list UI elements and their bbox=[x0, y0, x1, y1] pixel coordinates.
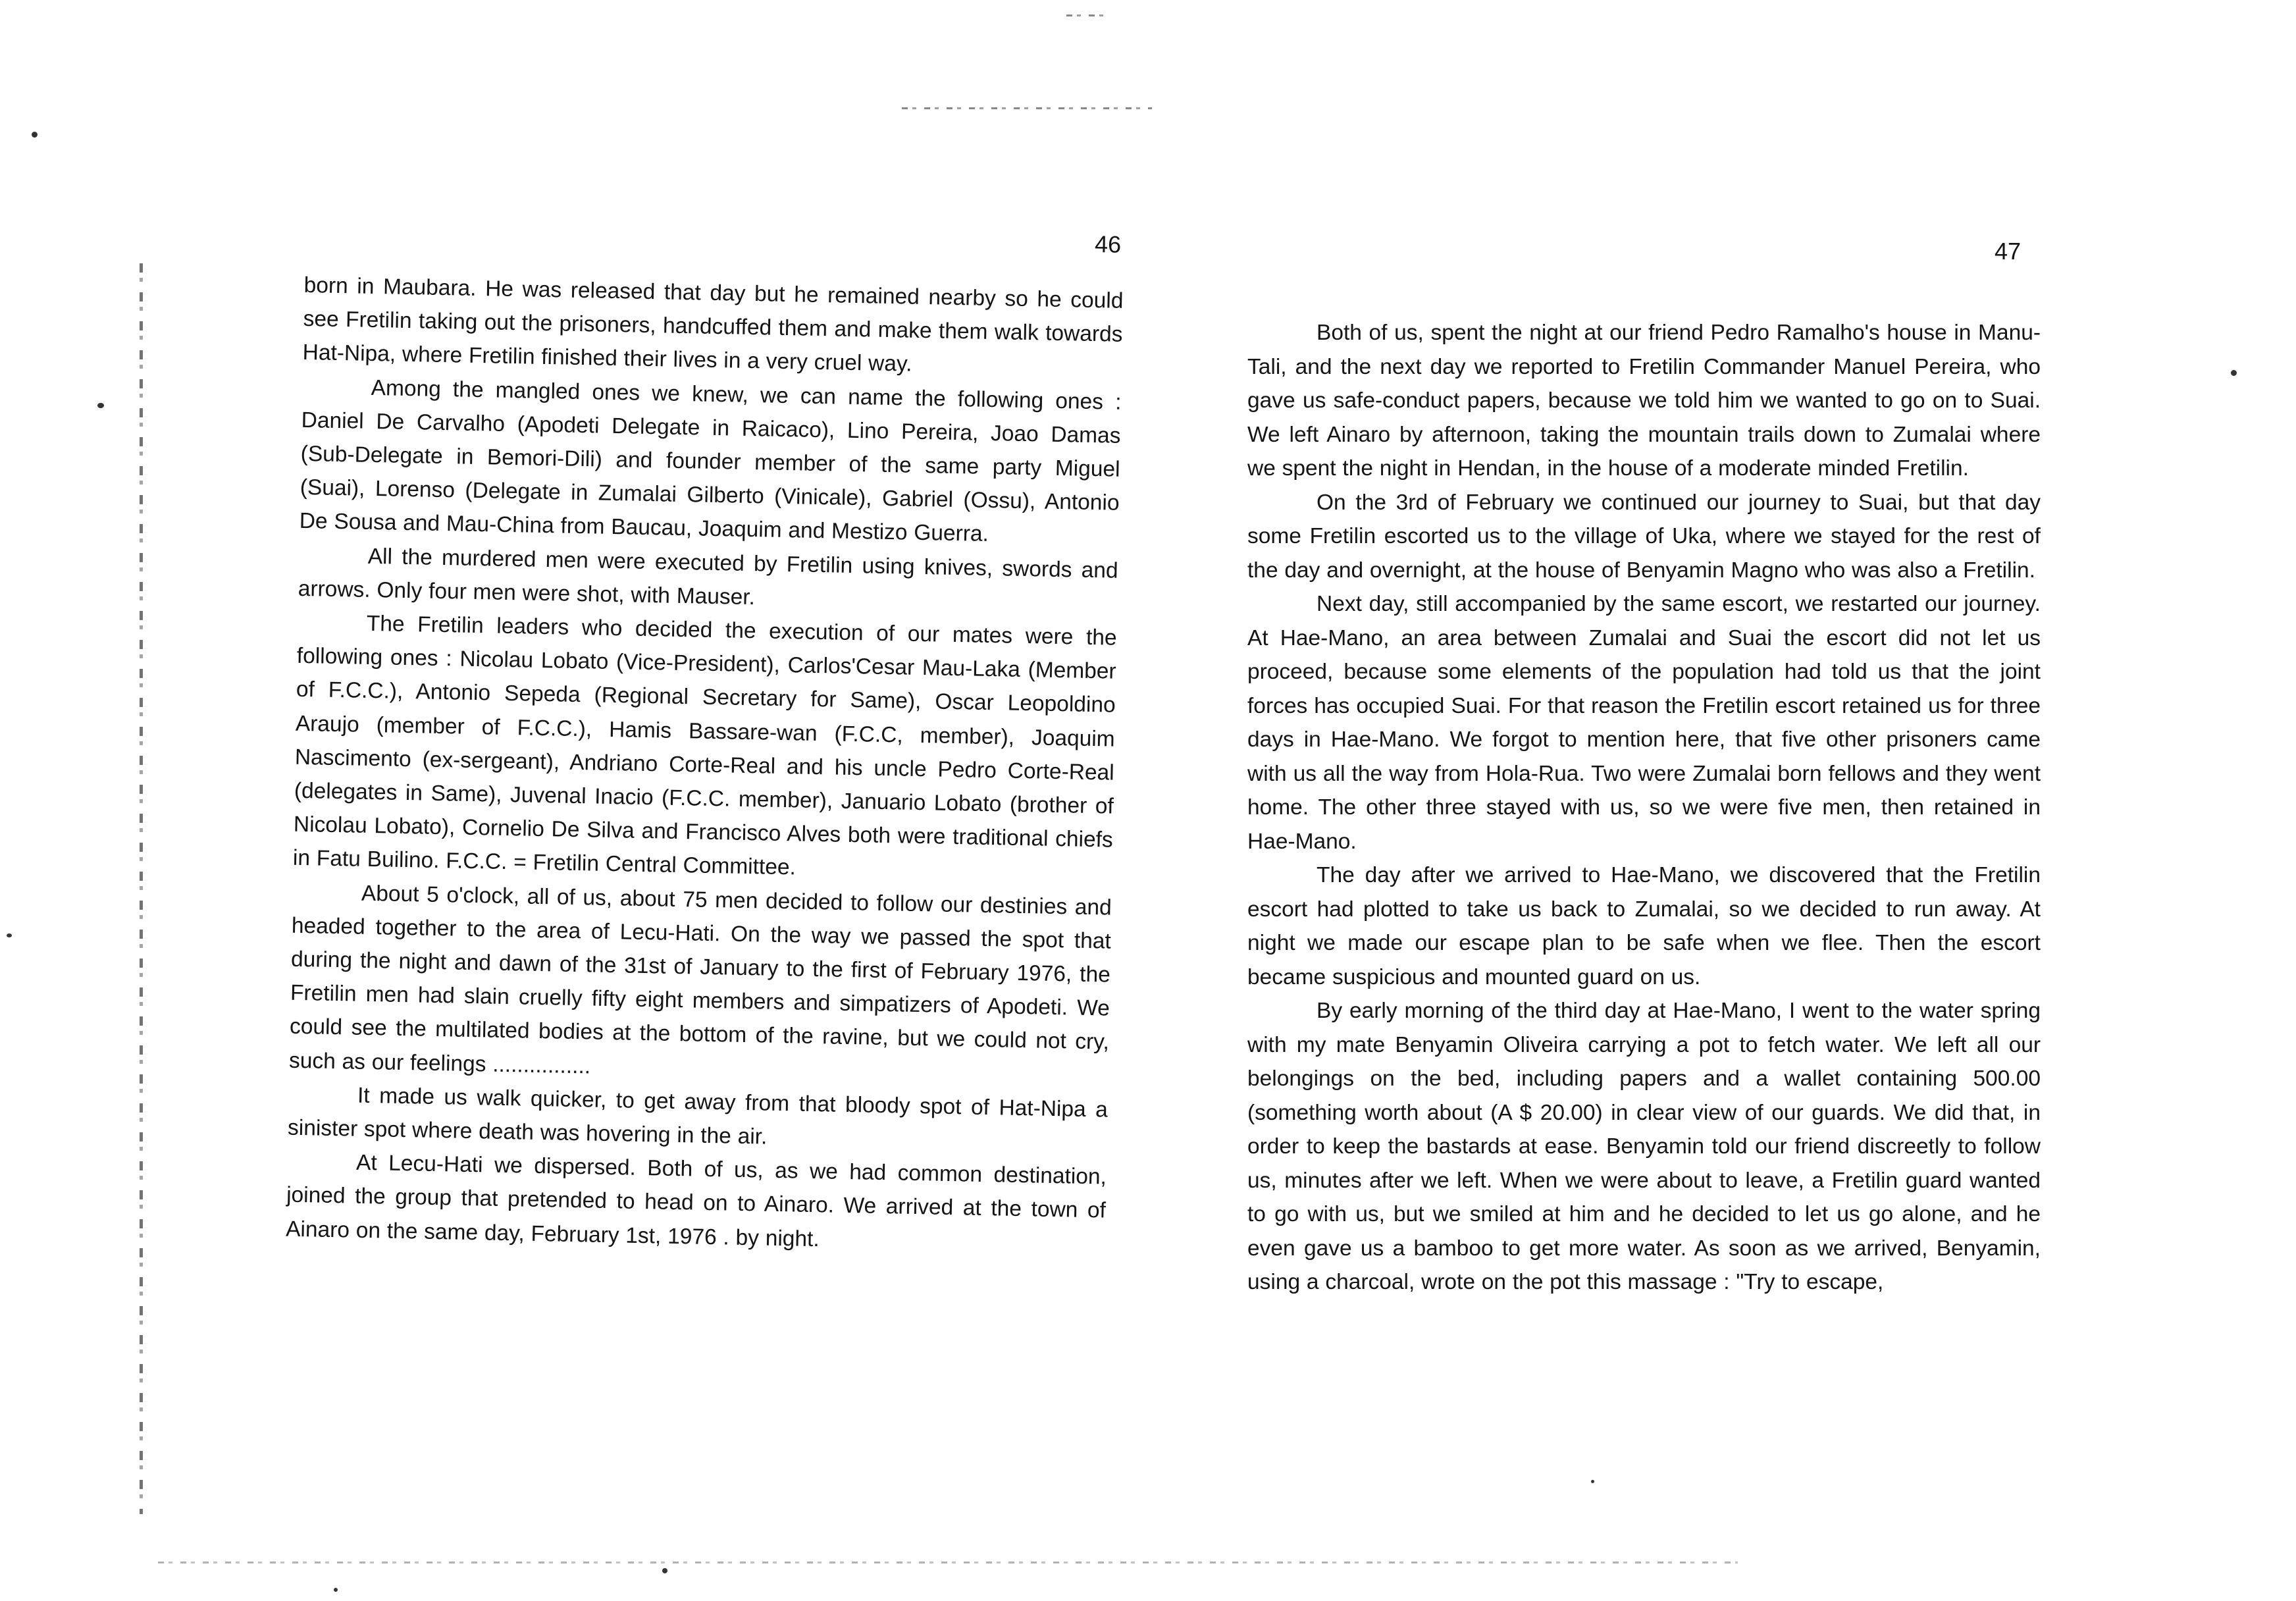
scan-artifact-top bbox=[902, 107, 1152, 109]
scan-artifact-bottom bbox=[158, 1562, 1738, 1563]
paragraph: On the 3rd of February we continued our journey to Suai, but that day some Fretilin escorted us to the village of Uka, where we stayed for the rest of the day and overnight, at the house of Benyamin Magno who was also a Fretilin. bbox=[1247, 490, 2041, 583]
paragraph: At Lecu-Hati we dispersed. Both of us, as we had common destination, joined the group that pretended to head on to Ainaro. We arrived at the town of Ainaro on the same day, February 1st, 1976 . by night. bbox=[285, 1150, 1107, 1251]
paragraph: The day after we arrived to Hae-Mano, we discovered that the Fretilin escort had plotted to take us back to Zumalai, so we decided to run away. At night we made our escape plan to be safe when we flee. Then the escort became suspicious and mounted guard on us. bbox=[1247, 863, 2041, 989]
left-page-text bbox=[286, 269, 1124, 1262]
scan-artifact-top-small bbox=[1066, 14, 1106, 16]
page-number-right: 47 bbox=[1995, 238, 2022, 265]
paragraph: The Fretilin leaders who decided the execution of our mates were the following ones : Nicolau Lobato (Vice-President), Carlos'Cesar Mau-Laka (Member of F.C.C.), Antonio Sepeda (Regional Secretary for Same), Oscar Leopoldino Araujo (member of F.C.C.), Hamis Bassare-wan (F.C.C, member), Joaquim Nascimento (ex-sergeant), Andriano Corte-Real and his uncle Pedro Corte-Real (delegates in Same), Juvenal Inacio (F.C.C. member), Januario Lobato (brother of Nicolau Lobato), Cornelio De Silva and Francisco Alves both were traditional chiefs in Fatu Builino. F.C.C. = Fretilin Central Committee. bbox=[292, 611, 1117, 880]
scan-artifact-left-edge bbox=[140, 263, 143, 1514]
scan-speck bbox=[7, 933, 12, 937]
paragraph: All the murdered men were executed by Fretilin using knives, swords and arrows. Only four men were shot, with Mauser. bbox=[298, 544, 1118, 610]
scan-speck bbox=[2231, 370, 2237, 376]
scan-speck bbox=[97, 403, 104, 408]
paragraph: It made us walk quicker, to get away from that bloody spot of Hat-Nipa a sinister spot where death was hovering in the air. bbox=[287, 1083, 1109, 1149]
scan-speck bbox=[32, 132, 38, 138]
scan-speck bbox=[334, 1588, 338, 1592]
paragraph: born in Maubara. He was released that day but he remained nearby so he could see Fretilin taking out the prisoners, handcuffed them and make them walk towards Hat-Nipa, where Fretilin finished their lives in a very cruel way. bbox=[302, 273, 1124, 377]
paragraph: Among the mangled ones we knew, we can name the following ones : Daniel De Carvalho (Apodeti Delegate in Raicaco), Lino Pereira, Joao Damas (Sub-Delegate in Bemori-Dili) and founder member of the same party Miguel (Suai), Lorenso (Delegate in Zumalai Gilberto (Vinicale), Gabriel (Ossu), Antonio De Sousa and Mau-China from Baucau, Joaquim and Mestizo Guerra. bbox=[299, 375, 1122, 547]
paragraph: By early morning of the third day at Hae-Mano, I went to the water spring with my mate Benyamin Oliveira carrying a pot to fetch water. We left all our belongings on the bed, including papers and a wallet containing 500.00 (something worth about (A $ 20.00) in clear view of our guards. We did that, in order to keep the bastards at ease. Benyamin told our friend discreetly to follow us, minutes after we left. When we were about to leave, a Fretilin guard wanted to go with us, but we smiled at him and he decided to let us go alone, and he even gave us a bamboo to get more water. As soon as we arrived, Benyamin, using a charcoal, wrote on the pot this massage : "Try to escape, bbox=[1247, 999, 2041, 1294]
paragraph: Both of us, spent the night at our friend Pedro Ramalho's house in Manu-Tali, and the next day we reported to Fretilin Commander Manuel Pereira, who gave us safe-conduct papers, because we told him we wanted to go on to Suai. We left Ainaro by afternoon, taking the mountain trails down to Zumalai where we spent the night in Hendan, in the house of a moderate minded Fretilin. bbox=[1247, 321, 2041, 481]
page-number-left: 46 bbox=[1094, 230, 1122, 258]
paragraph: About 5 o'clock, all of us, about 75 men decided to follow our destinies and headed together to the area of Lecu-Hati. On the way we passed the spot that during the night and dawn of the 31st of January to the first of February 1976, the Fretilin men had slain cruelly fifty eight members and simpatizers of Apodeti. We could see the multilated bodies at the bottom of the ravine, but we could not cry, such as our feelings ................ bbox=[288, 881, 1112, 1079]
left-page bbox=[285, 0, 1132, 1251]
paragraph: Next day, still accompanied by the same escort, we restarted our journey. At Hae-Mano, an area between Zumalai and Suai the escort did not let us proceed, because some elements of the population had told us that the joint forces has occupied Suai. For that reason the Fretilin escort retained us for three days in Hae-Mano. We forgot to mention here, that five other prisoners came with us all the way from Hola-Rua. Two were Zumalai born fellows and they went home. The other three stayed with us, so we were five men, then retained in Hae-Mano. bbox=[1247, 592, 2041, 854]
scan-speck bbox=[662, 1568, 667, 1573]
scan-speck bbox=[1591, 1480, 1594, 1483]
right-page-text bbox=[1247, 316, 2041, 1299]
